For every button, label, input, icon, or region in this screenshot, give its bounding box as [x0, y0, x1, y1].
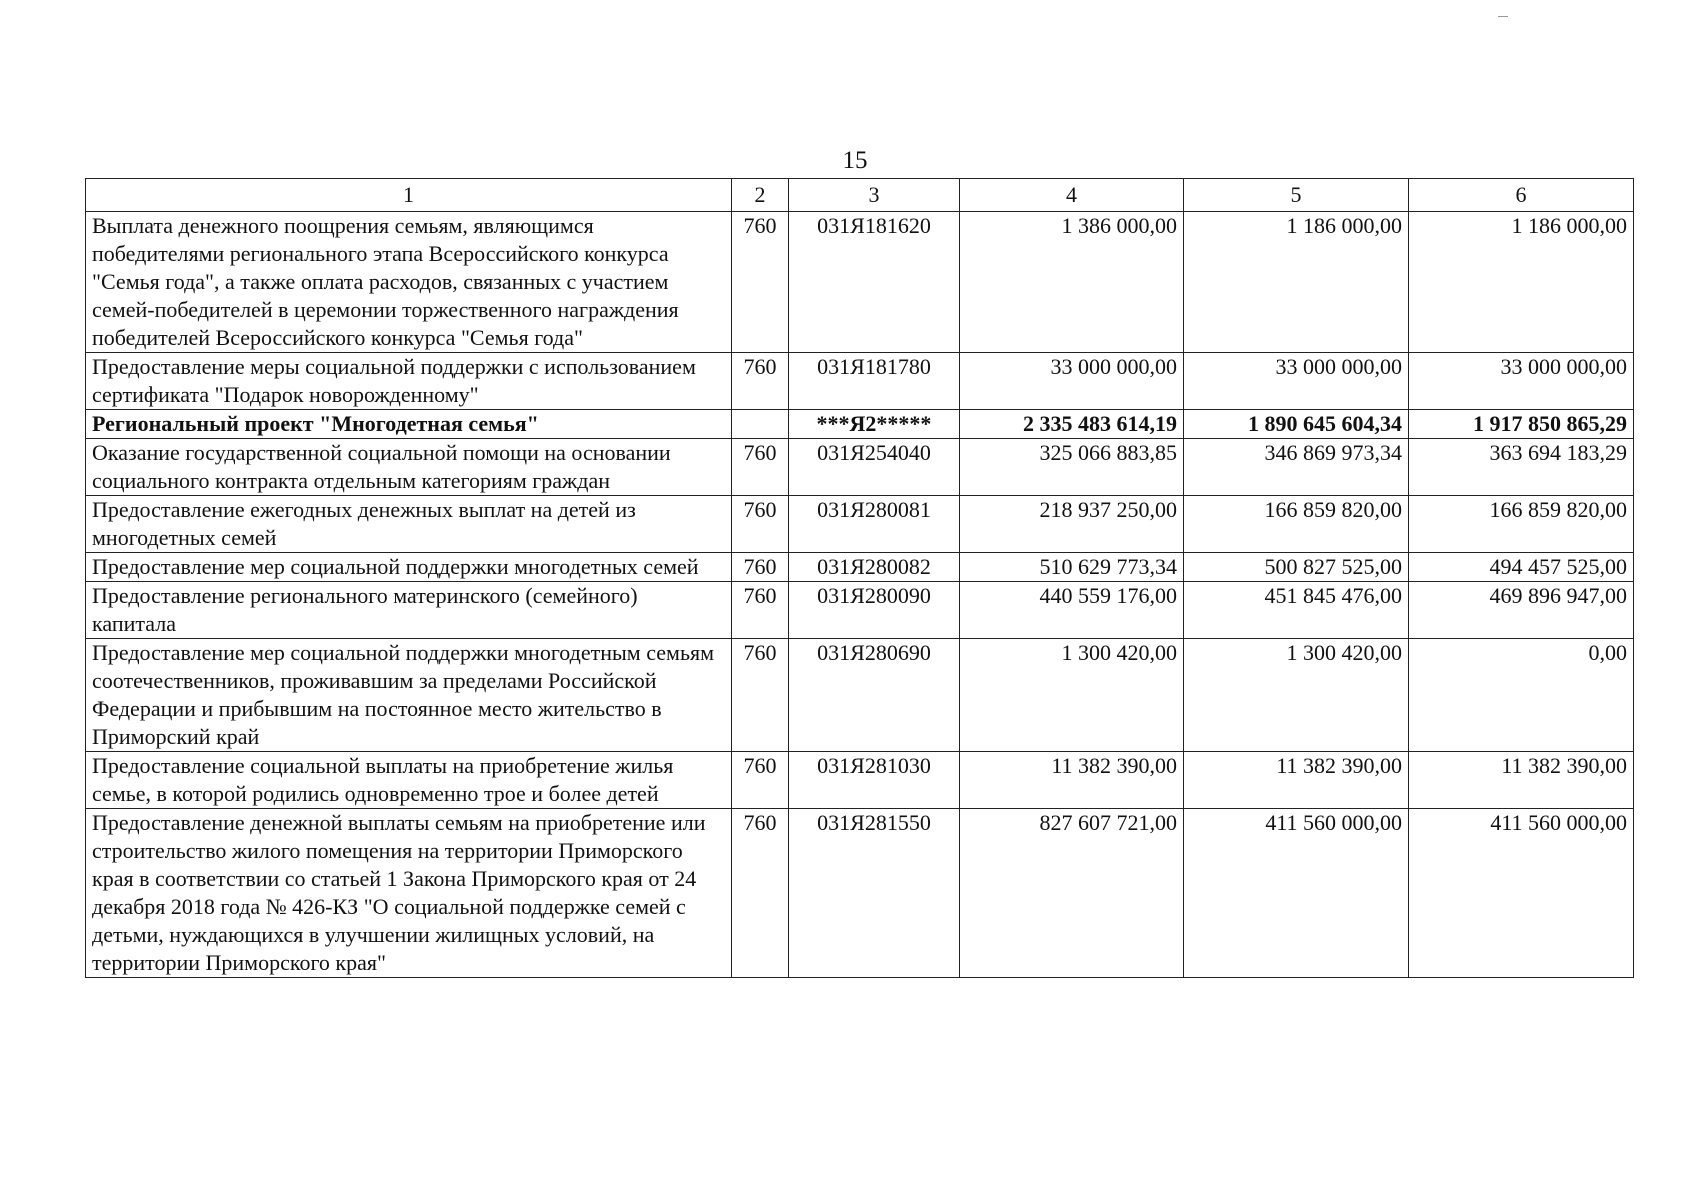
row-target-code: 031Я280082 [789, 553, 960, 582]
row-amount-4: 325 066 883,85 [960, 439, 1184, 496]
row-name: Предоставление регионального материнского (семейного) капитала [86, 582, 732, 639]
header-col-6: 6 [1409, 179, 1634, 212]
row-department-code: 760 [732, 496, 789, 553]
row-target-code: ***Я2***** [789, 410, 960, 439]
row-amount-5: 346 869 973,34 [1184, 439, 1409, 496]
row-name: Предоставление мер социальной поддержки многодетных семей [86, 553, 732, 582]
row-department-code: 760 [732, 582, 789, 639]
row-amount-4: 33 000 000,00 [960, 353, 1184, 410]
row-amount-6: 363 694 183,29 [1409, 439, 1634, 496]
header-col-2: 2 [732, 179, 789, 212]
row-amount-6: 11 382 390,00 [1409, 752, 1634, 809]
row-amount-5: 33 000 000,00 [1184, 353, 1409, 410]
row-name: Оказание государственной социальной помощи на основании социального контракта отдельным категориям граждан [86, 439, 732, 496]
row-target-code: 031Я281550 [789, 809, 960, 978]
scan-mark [1498, 16, 1508, 17]
row-amount-5: 166 859 820,00 [1184, 496, 1409, 553]
row-amount-4: 827 607 721,00 [960, 809, 1184, 978]
row-department-code: 760 [732, 639, 789, 752]
table-row [86, 809, 1634, 978]
row-amount-4: 2 335 483 614,19 [960, 410, 1184, 439]
row-department-code: 760 [732, 553, 789, 582]
row-department-code: 760 [732, 353, 789, 410]
row-amount-5: 1 300 420,00 [1184, 639, 1409, 752]
table-row [86, 639, 1634, 752]
budget-table [85, 178, 1634, 978]
row-target-code: 031Я181620 [789, 212, 960, 353]
row-department-code: 760 [732, 809, 789, 978]
row-department-code: 760 [732, 439, 789, 496]
header-col-3: 3 [789, 179, 960, 212]
row-amount-6: 494 457 525,00 [1409, 553, 1634, 582]
row-name: Региональный проект "Многодетная семья" [86, 410, 732, 439]
row-amount-6: 1 186 000,00 [1409, 212, 1634, 353]
row-amount-6: 469 896 947,00 [1409, 582, 1634, 639]
row-amount-6: 33 000 000,00 [1409, 353, 1634, 410]
table-row-project [86, 410, 1634, 439]
row-target-code: 031Я280081 [789, 496, 960, 553]
header-row [86, 179, 1634, 212]
header-col-1: 1 [86, 179, 732, 212]
table-row [86, 353, 1634, 410]
table-row [86, 496, 1634, 553]
row-amount-5: 451 845 476,00 [1184, 582, 1409, 639]
header-col-4: 4 [960, 179, 1184, 212]
row-amount-4: 510 629 773,34 [960, 553, 1184, 582]
row-amount-5: 1 186 000,00 [1184, 212, 1409, 353]
row-target-code: 031Я181780 [789, 353, 960, 410]
table-row [86, 212, 1634, 353]
row-amount-6: 0,00 [1409, 639, 1634, 752]
row-amount-4: 218 937 250,00 [960, 496, 1184, 553]
row-target-code: 031Я254040 [789, 439, 960, 496]
row-amount-4: 440 559 176,00 [960, 582, 1184, 639]
row-name: Предоставление меры социальной поддержки с использованием сертификата "Подарок новорожденному" [86, 353, 732, 410]
row-department-code: 760 [732, 752, 789, 809]
row-amount-5: 1 890 645 604,34 [1184, 410, 1409, 439]
row-amount-6: 411 560 000,00 [1409, 809, 1634, 978]
table-row [86, 752, 1634, 809]
row-name: Предоставление социальной выплаты на приобретение жилья семье, в которой родились одновременно трое и более детей [86, 752, 732, 809]
row-amount-6: 1 917 850 865,29 [1409, 410, 1634, 439]
row-amount-4: 11 382 390,00 [960, 752, 1184, 809]
row-amount-5: 411 560 000,00 [1184, 809, 1409, 978]
row-name: Предоставление мер социальной поддержки многодетным семьям соотечественников, проживавшим за пределами Российской Федерации и прибывшим на постоянное место жительство в Приморский край [86, 639, 732, 752]
row-name: Предоставление ежегодных денежных выплат на детей из многодетных семей [86, 496, 732, 553]
row-target-code: 031Я280090 [789, 582, 960, 639]
row-name: Выплата денежного поощрения семьям, являющимся победителями регионального этапа Всероссийского конкурса "Семья года", а также оплата расходов, связанных с участием семей-победителей в церемонии торжественного награждения победителей Всероссийского конкурса "Семья года" [86, 212, 732, 353]
row-amount-5: 500 827 525,00 [1184, 553, 1409, 582]
row-amount-4: 1 300 420,00 [960, 639, 1184, 752]
row-name: Предоставление денежной выплаты семьям на приобретение или строительство жилого помещения на территории Приморского края в соответствии со статьей 1 Закона Приморского края от 24 декабря 2018 года № 426-КЗ "О социальной поддержке семей с детьми, нуждающихся в улучшении жилищных условий, на территории Приморского края" [86, 809, 732, 978]
table-row [86, 553, 1634, 582]
table-row [86, 582, 1634, 639]
row-target-code: 031Я281030 [789, 752, 960, 809]
row-amount-6: 166 859 820,00 [1409, 496, 1634, 553]
row-department-code: 760 [732, 212, 789, 353]
row-target-code: 031Я280690 [789, 639, 960, 752]
page-number: 15 [842, 147, 868, 174]
row-amount-4: 1 386 000,00 [960, 212, 1184, 353]
table-row [86, 439, 1634, 496]
header-col-5: 5 [1184, 179, 1409, 212]
row-department-code [732, 410, 789, 439]
row-amount-5: 11 382 390,00 [1184, 752, 1409, 809]
